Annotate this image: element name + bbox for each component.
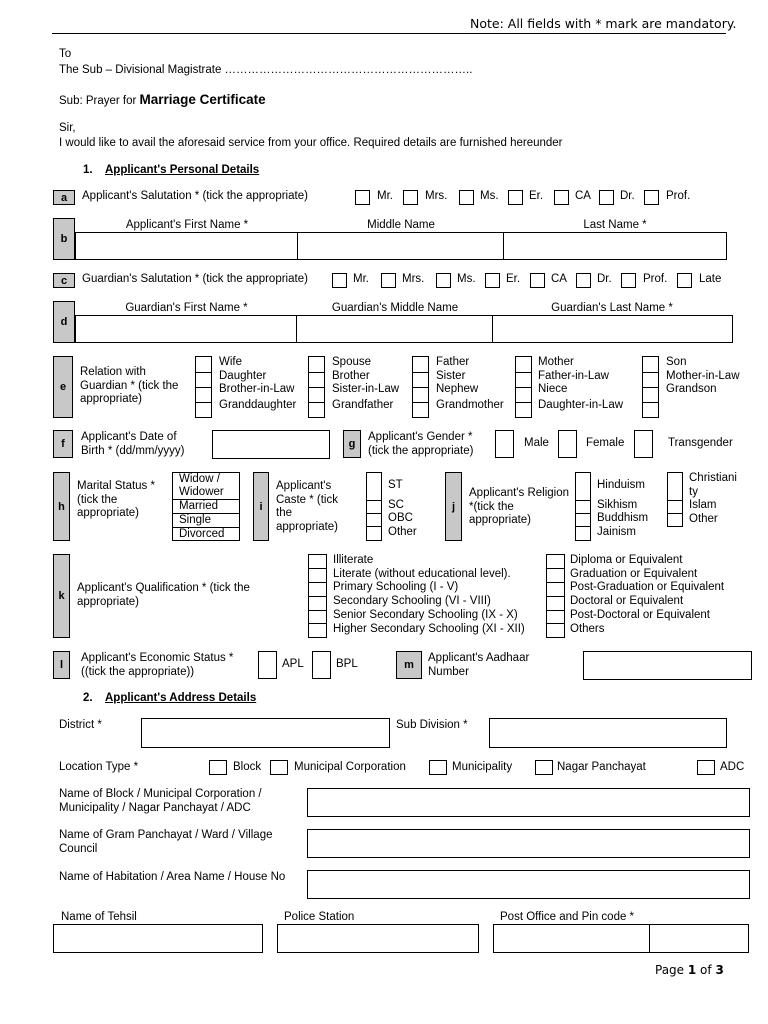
religion-col1 — [597, 479, 648, 539]
option-literate: Literate (without educational level). — [333, 567, 511, 580]
row-label-j: j — [445, 472, 462, 541]
middle-name-label: Middle Name — [367, 219, 435, 231]
guardian-checkbox-ms[interactable] — [436, 273, 451, 288]
marital-status-label: Marital Status * (tick the appropriate) — [77, 480, 155, 519]
guardian-checkbox-prof[interactable] — [621, 273, 636, 288]
guardian-option-ms: Ms. — [457, 273, 476, 285]
guardian-salutation-label: Guardian's Salutation * (tick the appropriate) — [82, 273, 308, 285]
salutation: Sir, — [59, 122, 76, 134]
intro-text: I would like to avail the aforesaid service from your office. Required details are furnished hereunder — [59, 137, 563, 149]
first-name-label: Applicant's First Name * — [125, 219, 249, 231]
guardian-last-name-label: Guardian's Last Name * — [551, 302, 673, 314]
qualification-label: Applicant's Qualification * (tick the appropriate) — [77, 582, 250, 608]
option-daughter: Daughter — [219, 369, 267, 382]
row-label-g: g — [343, 430, 361, 458]
option-hinduism: Hinduism — [597, 479, 645, 491]
page-label: Page — [655, 963, 688, 977]
relation-checkboxes-col5[interactable] — [642, 356, 659, 418]
option-illiterate: Illiterate — [333, 554, 374, 566]
option-er: Er. — [529, 190, 544, 202]
subdivision-input[interactable] — [489, 718, 727, 748]
marital-options-table — [172, 472, 240, 541]
pin-code-input[interactable] — [649, 924, 749, 953]
religion-label: Applicant's Religion *(tick the appropriate) — [469, 487, 570, 526]
option-higher-secondary: Higher Secondary Schooling (XI - XII) — [333, 622, 525, 635]
option-municipality: Municipality — [452, 761, 513, 773]
guardian-last-name-input[interactable] — [492, 315, 733, 343]
option-adc: ADC — [720, 761, 745, 773]
block-name-label: Name of Block / Municipal Corporation / Municipality / Nagar Panchayat / ADC — [59, 788, 262, 814]
section-1-title: Applicant's Personal Details — [105, 164, 260, 176]
qualification-col2 — [570, 554, 724, 636]
block-name-input[interactable] — [307, 788, 750, 817]
guardian-first-name-input[interactable] — [75, 315, 298, 343]
option-female: Female — [586, 437, 625, 449]
aadhaar-input[interactable] — [583, 651, 752, 680]
checkbox-dr[interactable] — [599, 190, 614, 205]
option-senior-secondary: Senior Secondary Schooling (IX - X) — [333, 608, 518, 621]
checkbox-male[interactable] — [495, 430, 514, 458]
religion-checkboxes-col2[interactable] — [667, 472, 683, 527]
guardian-middle-name-input[interactable] — [296, 315, 494, 343]
location-type-label: Location Type * — [59, 761, 139, 773]
checkbox-er[interactable] — [508, 190, 523, 205]
row-label-m: m — [396, 651, 422, 679]
guardian-option-er: Er. — [506, 273, 521, 285]
option-mother-in-law: Mother-in-Law — [666, 369, 740, 382]
option-single[interactable]: Single — [173, 514, 239, 528]
option-st: ST — [388, 479, 403, 491]
subject-line — [59, 92, 266, 107]
option-brother-in-law: Brother-in-Law — [219, 383, 295, 396]
to-line: To — [59, 48, 72, 60]
option-ms: Ms. — [480, 190, 499, 202]
district-label: District * — [59, 719, 102, 731]
checkbox-municipal-corporation[interactable] — [270, 760, 288, 775]
checkbox-municipality[interactable] — [429, 760, 447, 775]
guardian-middle-name-label: Guardian's Middle Name — [331, 302, 459, 314]
relation-checkboxes-col3[interactable] — [412, 356, 429, 418]
section-2-number: 2. — [83, 692, 93, 704]
checkbox-mrs[interactable] — [403, 190, 418, 205]
page-current: 1 — [687, 963, 697, 977]
relation-col5 — [666, 356, 740, 397]
row-label-l: l — [53, 651, 70, 679]
relation-col2 — [332, 356, 399, 413]
option-secondary: Secondary Schooling (VI - VIII) — [333, 595, 491, 608]
option-transgender: Transgender — [668, 437, 733, 449]
subject-title: Marriage Certificate — [139, 92, 266, 107]
option-nephew: Nephew — [436, 383, 479, 396]
option-religion-other: Other — [689, 512, 718, 525]
guardian-first-name-label: Guardian's First Name * — [125, 302, 248, 314]
applicant-salutation-label: Applicant's Salutation * (tick the appropriate) — [82, 190, 308, 202]
post-office-input[interactable] — [493, 924, 651, 953]
relation-label: Relation with Guardian * (tick the appropriate) — [80, 366, 179, 405]
option-married[interactable]: Married — [173, 500, 239, 514]
option-brother: Brother — [332, 369, 370, 382]
option-block: Block — [233, 761, 262, 773]
option-niece: Niece — [538, 383, 568, 396]
relation-checkboxes-col2[interactable] — [308, 356, 325, 418]
option-islam: Islam — [689, 499, 717, 511]
row-label-b: b — [53, 218, 75, 260]
guardian-checkbox-mrs[interactable] — [381, 273, 396, 288]
option-municipal-corporation: Municipal Corporation — [294, 761, 406, 773]
option-mrs: Mrs. — [425, 190, 448, 202]
checkbox-nagar-panchayat[interactable] — [535, 760, 553, 775]
caste-label: Applicant's Caste * (tick the appropriate) — [276, 480, 339, 533]
row-label-f: f — [53, 430, 73, 458]
checkbox-adc[interactable] — [697, 760, 715, 775]
checkbox-block[interactable] — [209, 760, 227, 775]
header-rule — [52, 33, 726, 34]
relation-checkboxes-col4[interactable] — [515, 356, 532, 418]
option-mr: Mr. — [377, 190, 393, 202]
option-granddaughter: Granddaughter — [219, 399, 297, 412]
last-name-input[interactable] — [503, 232, 727, 260]
first-name-input[interactable] — [75, 232, 299, 260]
guardian-option-mrs: Mrs. — [402, 273, 425, 285]
option-prof: Prof. — [666, 190, 691, 202]
option-wife: Wife — [219, 356, 242, 368]
row-label-d: d — [53, 301, 75, 343]
checkbox-ms[interactable] — [459, 190, 474, 205]
police-station-label: Police Station — [284, 911, 355, 923]
option-son: Son — [666, 356, 687, 368]
last-name-label: Last Name * — [583, 219, 647, 231]
option-buddhism: Buddhism — [597, 512, 649, 524]
tehsil-input[interactable] — [53, 924, 263, 953]
religion-col2 — [689, 472, 739, 526]
checkbox-apl[interactable] — [258, 651, 277, 679]
option-christianity: Christianity — [689, 472, 737, 498]
option-male: Male — [524, 437, 549, 449]
option-daughter-in-law: Daughter-in-Law — [538, 399, 624, 412]
subdivision-label: Sub Division * — [396, 719, 468, 731]
guardian-option-prof: Prof. — [643, 273, 668, 285]
guardian-checkbox-er[interactable] — [485, 273, 500, 288]
post-office-label: Post Office and Pin code * — [500, 911, 635, 923]
row-label-k: k — [53, 554, 70, 638]
religion-checkboxes-col1[interactable] — [575, 472, 591, 541]
page-of: of — [696, 963, 716, 977]
police-station-input[interactable] — [277, 924, 479, 953]
gram-panchayat-label: Name of Gram Panchayat / Ward / Village Council — [59, 829, 273, 855]
option-sc: SC — [388, 498, 404, 511]
option-widow-widower[interactable]: Widow / Widower — [173, 473, 239, 500]
option-mother: Mother — [538, 356, 574, 368]
relation-col1 — [219, 356, 296, 413]
caste-checkboxes[interactable] — [366, 472, 382, 541]
section-2-title: Applicant's Address Details — [105, 692, 257, 704]
qualification-checkboxes-col2[interactable] — [546, 554, 565, 638]
relation-col3 — [436, 356, 504, 413]
checkbox-bpl[interactable] — [312, 651, 331, 679]
row-label-a: a — [53, 190, 75, 205]
tehsil-label: Name of Tehsil — [61, 911, 137, 923]
checkbox-transgender[interactable] — [634, 430, 653, 458]
option-father: Father — [436, 356, 470, 368]
guardian-checkbox-ca[interactable] — [530, 273, 545, 288]
option-graduation: Graduation or Equivalent — [570, 567, 698, 580]
guardian-option-mr: Mr. — [353, 273, 369, 285]
mandatory-note: Note: All fields with * mark are mandatory. — [470, 16, 737, 31]
section-1-number: 1. — [83, 164, 93, 176]
option-sister: Sister — [436, 369, 466, 382]
option-others: Others — [570, 622, 605, 635]
option-divorced[interactable]: Divorced — [179, 528, 225, 540]
dob-input[interactable] — [212, 430, 330, 459]
option-ca: CA — [575, 190, 591, 202]
option-primary: Primary Schooling (I - V) — [333, 581, 459, 594]
option-diploma: Diploma or Equivalent — [570, 554, 683, 566]
row-label-h: h — [53, 472, 70, 541]
option-bpl: BPL — [336, 658, 358, 670]
option-grandmother: Grandmother — [436, 399, 504, 412]
guardian-option-ca: CA — [551, 273, 567, 285]
page-total: 3 — [715, 963, 724, 977]
checkbox-prof[interactable] — [644, 190, 659, 205]
option-apl: APL — [282, 658, 304, 670]
guardian-checkbox-dr[interactable] — [576, 273, 591, 288]
option-nagar-panchayat: Nagar Panchayat — [557, 761, 646, 773]
row-label-e: e — [53, 356, 73, 418]
guardian-checkbox-mr[interactable] — [332, 273, 347, 288]
option-dr: Dr. — [620, 190, 635, 202]
option-jainism: Jainism — [597, 525, 636, 538]
qualification-col1 — [333, 554, 525, 636]
row-label-c: c — [53, 273, 75, 288]
addressee-line: The Sub – Divisional Magistrate ……………………………………………………….. — [59, 64, 473, 76]
checkbox-mr[interactable] — [355, 190, 370, 205]
aadhaar-label: Applicant's Aadhaar Number — [428, 652, 530, 678]
middle-name-input[interactable] — [297, 232, 505, 260]
row-label-i: i — [253, 472, 269, 541]
option-caste-other: Other — [388, 525, 417, 538]
checkbox-ca[interactable] — [554, 190, 569, 205]
option-doctoral: Doctoral or Equivalent — [570, 595, 684, 608]
habitation-label: Name of Habitation / Area Name / House No — [59, 871, 286, 883]
caste-options — [388, 479, 417, 539]
relation-col4 — [538, 356, 623, 413]
option-grandson: Grandson — [666, 383, 717, 396]
option-post-graduation: Post-Graduation or Equivalent — [570, 581, 725, 594]
guardian-checkbox-late[interactable] — [677, 273, 692, 288]
guardian-option-late: Late — [699, 273, 722, 285]
option-obc: OBC — [388, 512, 413, 524]
district-input[interactable] — [141, 718, 390, 748]
relation-checkboxes-col1[interactable] — [195, 356, 212, 418]
qualification-checkboxes-col1[interactable] — [308, 554, 327, 638]
option-sikhism: Sikhism — [597, 498, 638, 511]
option-grandfather: Grandfather — [332, 399, 394, 412]
page-number — [655, 963, 724, 977]
dob-label: Applicant's Date of Birth * (dd/mm/yyyy) — [81, 431, 185, 457]
guardian-option-dr: Dr. — [597, 273, 612, 285]
option-post-doctoral: Post-Doctoral or Equivalent — [570, 608, 710, 621]
option-spouse: Spouse — [332, 356, 372, 368]
option-father-in-law: Father-in-Law — [538, 369, 609, 382]
option-sister-in-law: Sister-in-Law — [332, 383, 400, 396]
checkbox-female[interactable] — [558, 430, 577, 458]
subject-prefix: Sub: Prayer for — [59, 95, 140, 107]
habitation-input[interactable] — [307, 870, 750, 899]
gender-label: Applicant's Gender * (tick the appropriate) — [368, 431, 474, 457]
gram-panchayat-input[interactable] — [307, 829, 750, 858]
economic-status-label: Applicant's Economic Status * ((tick the appropriate)) — [81, 652, 234, 678]
